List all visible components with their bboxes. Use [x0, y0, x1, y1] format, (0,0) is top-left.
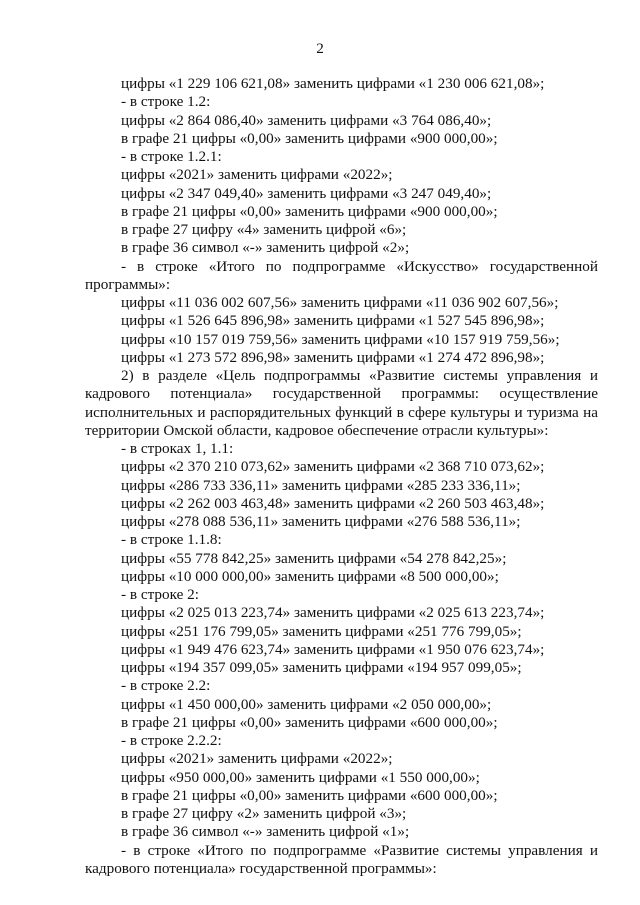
- text-line: цифры «278 088 536,11» заменить цифрами «276 588 536,11»;: [121, 513, 521, 530]
- text-line: цифры «2 262 003 463,48» заменить цифрами «2 260 503 463,48»;: [121, 494, 545, 512]
- text-line: цифры «1 949 476 623,74» заменить цифрами «1 950 076 623,74»;: [121, 640, 545, 658]
- text-line: цифры «1 273 572 896,98» заменить цифрами «1 274 472 896,98»;: [121, 348, 545, 366]
- text-line: цифры «2021» заменить цифрами «2022»;: [121, 750, 393, 768]
- text-line: - в строке 1.2:: [121, 93, 211, 111]
- text-line: в графе 27 цифру «2» заменить цифрой «3»;: [121, 805, 407, 822]
- text-line: в графе 21 цифры «0,00» заменить цифрами «600 000,00»;: [121, 713, 498, 731]
- text-line: - в строке 2.2:: [121, 677, 211, 695]
- text-line: - в строке 2.2.2:: [121, 732, 222, 749]
- text-line: цифры «11 036 002 607,56» заменить цифрами «11 036 902 607,56»;: [121, 294, 559, 311]
- text-line: в графе 21 цифры «0,00» заменить цифрами «900 000,00»;: [121, 129, 498, 147]
- text-line: цифры «1 229 106 621,08» заменить цифрами «1 230 006 621,08»;: [121, 75, 545, 92]
- text-line: - в строках 1, 1.1:: [121, 440, 234, 457]
- text-line: цифры «1 450 000,00» заменить цифрами «2 050 000,00»;: [121, 695, 492, 713]
- text-line: цифры «2 370 210 073,62» заменить цифрами «2 368 710 073,62»;: [121, 458, 545, 476]
- text-paragraph: 2) в разделе «Цель подпрограммы «Развитие системы управления и кадрового потенциала» государственной программы: осуществление исполнительных и распорядительных функций в сфере культуры и туризма на территории Омской области, кадровое обеспечение отрасли культуры»:: [85, 367, 598, 439]
- text-paragraph: - в строке «Итого по подпрограмме «Искусство» государственной программы»:: [85, 257, 598, 293]
- text-line: в графе 36 символ «-» заменить цифрой «2»;: [121, 239, 410, 257]
- text-line: цифры «2 347 049,40» заменить цифрами «3 247 049,40»;: [121, 184, 492, 202]
- text-line: в графе 36 символ «-» заменить цифрой «1»;: [121, 823, 410, 841]
- text-line: - в строке 1.2.1:: [121, 148, 222, 165]
- text-line: в графе 21 цифры «0,00» заменить цифрами «900 000,00»;: [121, 202, 498, 220]
- text-line: в графе 27 цифру «4» заменить цифрой «6»;: [121, 221, 407, 238]
- text-line: цифры «2 864 086,40» заменить цифрами «3 764 086,40»;: [121, 111, 492, 129]
- text-line: цифры «10 157 019 759,56» заменить цифрами «10 157 919 759,56»;: [121, 330, 560, 348]
- text-line: цифры «2 025 013 223,74» заменить цифрами «2 025 613 223,74»;: [121, 604, 545, 622]
- text-line: цифры «286 733 336,11» заменить цифрами «285 233 336,11»;: [121, 476, 521, 494]
- text-line: цифры «950 000,00» заменить цифрами «1 550 000,00»;: [121, 768, 480, 786]
- text-line: цифры «194 357 099,05» заменить цифрами «194 957 099,05»;: [121, 659, 522, 676]
- text-line: в графе 21 цифры «0,00» заменить цифрами «600 000,00»;: [121, 786, 498, 804]
- document-body: [85, 75, 598, 878]
- text-line: цифры «1 526 645 896,98» заменить цифрами «1 527 545 896,98»;: [121, 312, 545, 330]
- page-number: 2: [316, 40, 324, 57]
- text-line: цифры «55 778 842,25» заменить цифрами «54 278 842,25»;: [121, 549, 507, 567]
- text-line: - в строке 2:: [121, 586, 199, 603]
- text-line: цифры «10 000 000,00» заменить цифрами «8 500 000,00»;: [121, 567, 499, 585]
- text-line: цифры «2021» заменить цифрами «2022»;: [121, 166, 393, 184]
- text-line: - в строке 1.1.8:: [121, 531, 222, 549]
- text-line: цифры «251 176 799,05» заменить цифрами «251 776 799,05»;: [121, 622, 522, 640]
- text-paragraph: - в строке «Итого по подпрограмме «Развитие системы управления и кадрового потенциала» государственной программы»:: [85, 841, 598, 877]
